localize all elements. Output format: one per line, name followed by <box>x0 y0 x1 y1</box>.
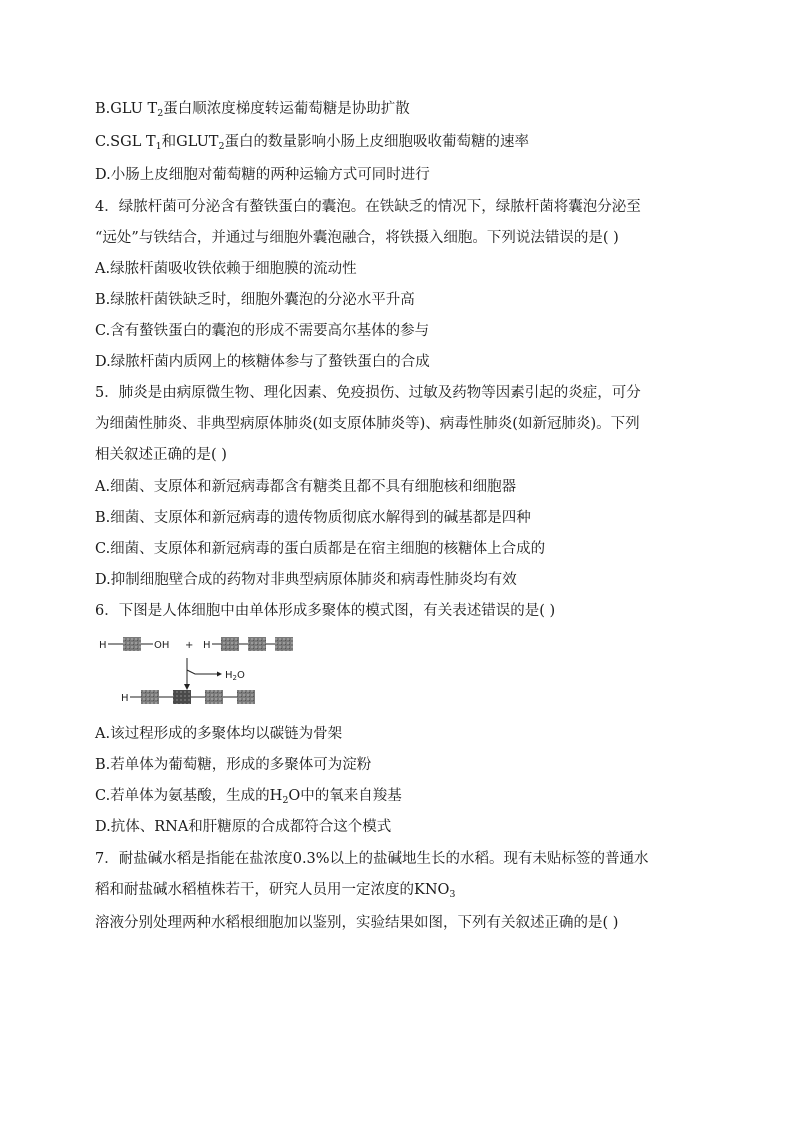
question-5-stem-line1: 5．肺炎是由病原微生物、理化因素、免疫损伤、过敏及药物等因素引起的炎症，可分 <box>95 385 641 401</box>
question-4-stem-line2: “远处”与铁结合，并通过与细胞外囊泡融合，将铁摄入细胞。下列说法错误的是( ) <box>95 230 619 246</box>
option-6c: C.若单体为氨基酸，生成的$H_2O$中的氧来自羧基 <box>95 788 402 806</box>
option-6b: B.若单体为葡萄糖，形成的多聚体可为淀粉 <box>95 757 372 773</box>
h-label-2: H <box>203 640 211 651</box>
option-4d: D.绿脓杆菌内质网上的核糖体参与了螯铁蛋白的合成 <box>95 354 430 370</box>
oh-label: OH <box>154 640 170 651</box>
option-4a: A.绿脓杆菌吸收铁依赖于细胞膜的流动性 <box>95 261 357 277</box>
branch-arrow-head-icon <box>217 672 222 677</box>
monomer-block <box>123 637 141 651</box>
polymer-block <box>221 637 239 651</box>
option-2b: B.GLU $T_2$蛋白顺浓度梯度转运葡萄糖是协助扩散 <box>95 101 410 119</box>
polymer-block <box>237 690 255 704</box>
option-4b: B.绿脓杆菌铁缺乏时，细胞外囊泡的分泌水平升高 <box>95 292 415 308</box>
question-7-stem-line2: 稻和耐盐碱水稻植株若干，研究人员用一定浓度的$KNO_3$ <box>95 882 456 900</box>
water-branch-arrow <box>187 670 219 674</box>
option-2d: D.小肠上皮细胞对葡萄糖的两种运输方式可同时进行 <box>95 167 430 183</box>
option-6a: A.该过程形成的多聚体均以碳链为骨架 <box>95 726 343 742</box>
question-5-stem-line3: 相关叙述正确的是( ) <box>95 447 227 463</box>
question-7-stem-line1: 7．耐盐碱水稻是指能在盐浓度0.3%以上的盐碱地生长的水稻。现有未贴标签的普通水 <box>95 851 649 867</box>
question-4-stem-line1: 4．绿脓杆菌可分泌含有螯铁蛋白的囊泡。在铁缺乏的情况下，绿脓杆菌将囊泡分泌至 <box>95 199 641 215</box>
h-label-3: H <box>121 693 129 704</box>
option-5d: D.抑制细胞壁合成的药物对非典型病原体肺炎和病毒性肺炎均有效 <box>95 572 517 588</box>
option-4c: C.含有螯铁蛋白的囊泡的形成不需要高尔基体的参与 <box>95 323 430 339</box>
polymer-block <box>141 690 159 704</box>
option-5a: A.细菌、支原体和新冠病毒都含有糖类且都不具有细胞核和细胞器 <box>95 479 517 495</box>
arrow-head-icon <box>184 684 190 690</box>
question-7-stem-line3: 溶液分别处理两种水稻根细胞加以鉴别，实验结果如图，下列有关叙述正确的是( ) <box>95 915 619 931</box>
option-2c: C.SGL $T_1$和$GLUT_2$蛋白的数量影响小肠上皮细胞吸收葡萄糖的速率 <box>95 134 530 152</box>
plus-sign: + <box>185 640 194 651</box>
new-monomer-block <box>173 690 191 704</box>
polymer-block <box>248 637 266 651</box>
monomer-polymer-diagram <box>95 630 315 710</box>
option-5b: B.细菌、支原体和新冠病毒的遗传物质彻底水解得到的碱基都是四种 <box>95 510 531 526</box>
water-label: $H_2O$ <box>225 670 245 682</box>
polymer-block <box>275 637 293 651</box>
question-5-stem-line2: 为细菌性肺炎、非典型病原体肺炎(如支原体肺炎等)、病毒性肺炎(如新冠肺炎)。下列 <box>95 416 640 432</box>
polymer-block <box>205 690 223 704</box>
question-6-stem: 6．下图是人体细胞中由单体形成多聚体的模式图，有关表述错误的是( ) <box>95 603 556 619</box>
option-6d: D.抗体、RNA和肝糖原的合成都符合这个模式 <box>95 819 392 835</box>
option-5c: C.细菌、支原体和新冠病毒的蛋白质都是在宿主细胞的核糖体上合成的 <box>95 541 546 557</box>
h-label-1: H <box>99 640 107 651</box>
